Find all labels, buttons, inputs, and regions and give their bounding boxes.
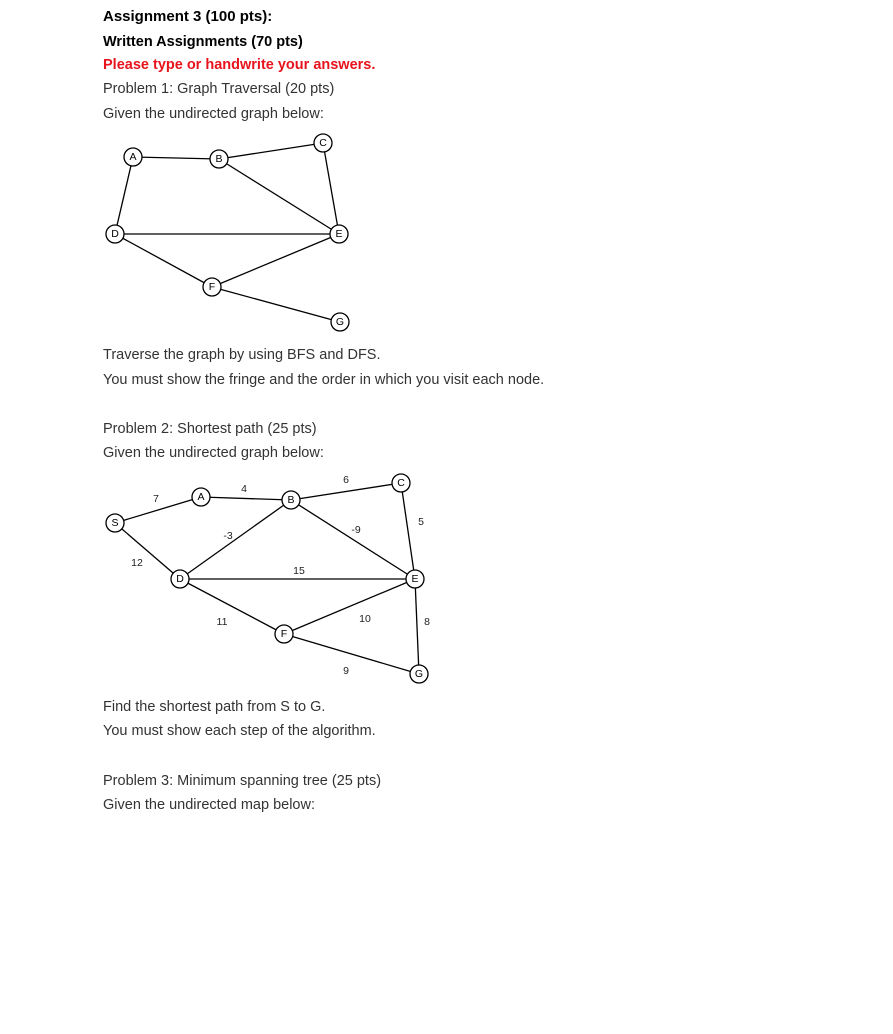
edge-E-G bbox=[415, 579, 419, 674]
node-F bbox=[275, 625, 293, 643]
edge-D-F bbox=[180, 579, 284, 634]
problem2-intro: Given the undirected graph below: bbox=[103, 445, 324, 461]
edge-A-B bbox=[133, 157, 219, 159]
node-A bbox=[124, 148, 142, 166]
edge-F-G bbox=[212, 287, 340, 322]
node-A bbox=[192, 488, 210, 506]
edge-D-F bbox=[115, 234, 212, 287]
weight-D-E: 15 bbox=[293, 565, 305, 577]
node-E bbox=[406, 570, 424, 588]
node-G bbox=[331, 313, 349, 331]
node-G bbox=[410, 665, 428, 683]
svg-text:B: B bbox=[287, 494, 295, 506]
svg-text:G: G bbox=[414, 668, 424, 680]
weight-S-A: 7 bbox=[153, 493, 159, 505]
edge-A-B bbox=[201, 497, 291, 500]
weight-S-D: 12 bbox=[131, 557, 143, 569]
edge-F-E bbox=[284, 579, 415, 634]
problem2-title: Problem 2: Shortest path (25 pts) bbox=[103, 421, 317, 437]
node-D bbox=[106, 225, 124, 243]
node-C bbox=[314, 134, 332, 152]
weight-E-G: 8 bbox=[424, 616, 430, 628]
svg-text:C: C bbox=[319, 137, 327, 149]
edge-F-G bbox=[284, 634, 419, 674]
edge-B-E bbox=[219, 159, 339, 234]
weight-D-B: -3 bbox=[223, 530, 233, 542]
svg-text:A: A bbox=[197, 491, 205, 503]
node-B bbox=[282, 491, 300, 509]
node-B bbox=[210, 150, 228, 168]
node-C bbox=[392, 474, 410, 492]
svg-text:E: E bbox=[411, 573, 419, 585]
section-heading: Written Assignments (70 pts) bbox=[103, 34, 303, 50]
weight-F-E: 10 bbox=[359, 613, 371, 625]
problem3-title: Problem 3: Minimum spanning tree (25 pts) bbox=[103, 773, 382, 789]
assignment-title: Assignment 3 (100 pts): bbox=[103, 8, 273, 25]
problem1-requirement-text: You must show the fringe and the order in which you visit each node. bbox=[103, 372, 545, 388]
edge-S-D bbox=[115, 523, 180, 579]
problem1-intro: Given the undirected graph below: bbox=[103, 106, 324, 122]
node-E bbox=[330, 225, 348, 243]
problem2-task-text: Find the shortest path from S to G. bbox=[103, 699, 326, 715]
node-F bbox=[203, 278, 221, 296]
weight-B-C: 6 bbox=[343, 474, 349, 486]
problem1-title: Problem 1: Graph Traversal (20 pts) bbox=[103, 81, 335, 97]
problem1-graph bbox=[106, 134, 349, 331]
edge-C-E bbox=[323, 143, 339, 234]
edge-B-E bbox=[291, 500, 415, 579]
problem3-intro: Given the undirected map below: bbox=[103, 797, 315, 813]
svg-text:F: F bbox=[280, 628, 288, 640]
weight-B-E: -9 bbox=[351, 524, 361, 536]
svg-text:G: G bbox=[335, 316, 345, 328]
node-D bbox=[171, 570, 189, 588]
svg-text:E: E bbox=[335, 228, 343, 240]
problem1-traverse-text: Traverse the graph by using BFS and DFS. bbox=[103, 347, 381, 363]
weight-C-E: 5 bbox=[418, 516, 424, 528]
edge-C-E bbox=[401, 483, 415, 579]
instruction-text: Please type or handwrite your answers. bbox=[103, 57, 376, 73]
weight-D-F: 11 bbox=[216, 616, 228, 628]
edge-B-C bbox=[219, 143, 323, 159]
svg-text:D: D bbox=[111, 228, 119, 240]
svg-text:D: D bbox=[176, 573, 184, 585]
svg-text:A: A bbox=[129, 151, 137, 163]
problem2-graph bbox=[106, 474, 430, 683]
edge-D-B bbox=[180, 500, 291, 579]
edge-F-E bbox=[212, 234, 339, 287]
edge-A-D bbox=[115, 157, 133, 234]
weight-A-B: 4 bbox=[241, 483, 247, 495]
weight-F-G: 9 bbox=[343, 665, 349, 677]
problem2-requirement-text: You must show each step of the algorithm. bbox=[103, 723, 376, 739]
svg-text:S: S bbox=[111, 517, 119, 529]
svg-text:B: B bbox=[215, 153, 223, 165]
svg-text:C: C bbox=[397, 477, 405, 489]
svg-text:F: F bbox=[208, 281, 216, 293]
node-S bbox=[106, 514, 124, 532]
